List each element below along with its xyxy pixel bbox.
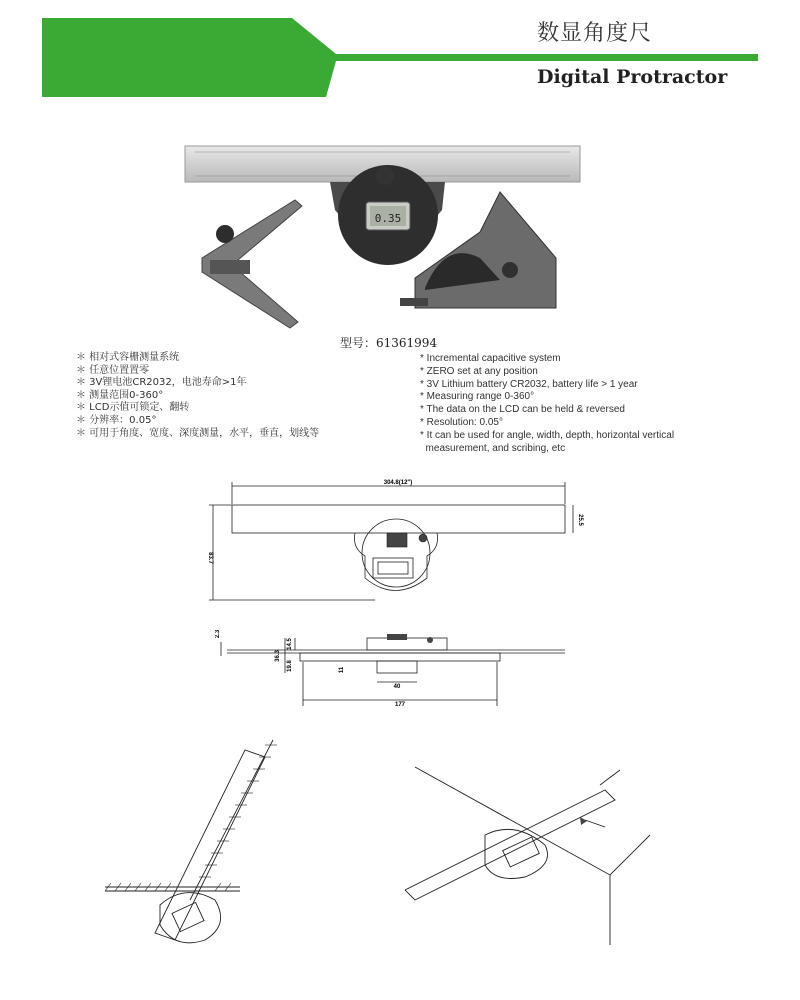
dim-d4: 11 [339,666,345,674]
specs-en-list [420,353,740,455]
top-view-drawing [195,478,595,608]
spec-cn-item: ＊ 可用于角度、宽度、深度测量，水平，垂直，划线等 [76,427,320,439]
dim-d5: 40 [393,684,401,690]
spec-en-item: * Incremental capacitive system [420,353,561,364]
page-title-en: Digital Protractor [537,66,728,88]
spec-en-item: * ZERO set at any position [420,365,538,377]
spec-cn-item: ＊ 任意位置置零 [76,364,150,376]
dim-thickness: 2.3 [215,629,221,639]
spec-en-item: measurement, and scribing, etc [420,442,566,454]
dim-blade-width: 25.5 [577,514,583,526]
usage-illustration-depth [405,765,665,950]
model-number: 型号：61361994 [340,336,438,350]
usage-illustration-angle [105,735,315,950]
dim-d1: 14.5 [287,638,293,650]
dim-height: 83.7 [207,552,213,564]
side-view-drawing [215,622,585,712]
spec-cn-item: ＊ 3V锂电池CR2032，电池寿命>1年 [76,377,247,389]
dim-length: 304.8(12") [383,480,413,486]
product-photo [180,140,600,330]
spec-en-item: * Measuring range 0-360° [420,391,535,403]
spec-en-item: * The data on the LCD can be held & reversed [420,404,625,416]
dim-d3: 19.8 [287,660,293,672]
spec-cn-item: ＊ 分辨率：0.05° [76,414,157,426]
specs-cn-list [76,352,319,440]
spec-cn-item: ＊ LCD示值可锁定、翻转 [76,402,190,414]
dim-d2: 36.3 [275,650,281,662]
spec-cn-item: ＊ 测量范围0-360° [76,389,164,401]
dim-d6: 177 [394,702,406,708]
spec-en-item: * It can be used for angle, width, depth, horizontal vertical [420,429,675,441]
page-title-cn: 数显角度尺 [537,21,653,46]
spec-cn-item: ＊ 相对式容栅测量系统 [76,352,180,363]
lcd-reading: 0.35 [374,212,402,225]
spec-en-item: * Resolution: 0.05° [420,416,503,428]
spec-en-item: * 3V Lithium battery CR2032, battery life > 1 year [420,378,638,390]
